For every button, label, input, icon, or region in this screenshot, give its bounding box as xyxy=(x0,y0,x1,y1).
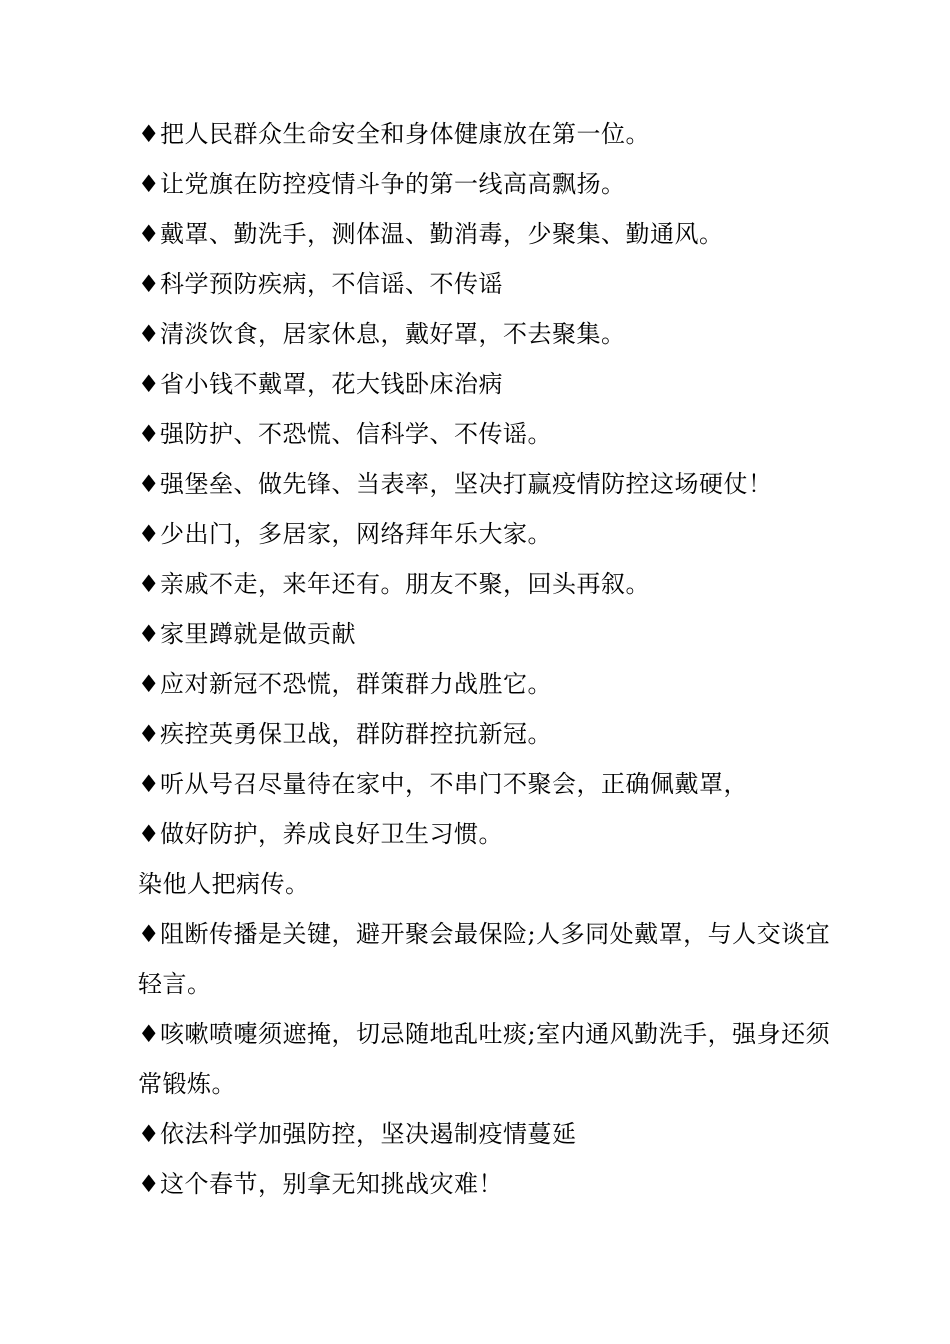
text-line: ♦把人民群众生命安全和身体健康放在第一位。 xyxy=(138,120,651,148)
text-line: 常锻炼。 xyxy=(138,1070,236,1098)
text-line: ♦阻断传播是关键，避开聚会最保险;人多同处戴罩，与人交谈宜 xyxy=(138,920,831,948)
text-line: 染他人把病传。 xyxy=(138,870,310,898)
text-line: ♦听从号召尽量待在家中，不串门不聚会，正确佩戴罩， xyxy=(138,770,749,798)
text-line: ♦戴罩、勤洗手，测体温、勤消毒，少聚集、勤通风。 xyxy=(138,220,724,248)
text-line: ♦疾控英勇保卫战，群防群控抗新冠。 xyxy=(138,720,553,748)
text-line: ♦这个春节，别拿无知挑战灾难！ xyxy=(138,1170,504,1198)
text-line: ♦亲戚不走，来年还有。朋友不聚，回头再叙。 xyxy=(138,570,651,598)
document-body xyxy=(138,109,838,1209)
text-line: ♦科学预防疾病，不信谣、不传谣 xyxy=(138,270,504,298)
text-line: ♦省小钱不戴罩，花大钱卧床治病 xyxy=(138,370,504,398)
text-line: ♦少出门，多居家，网络拜年乐大家。 xyxy=(138,520,553,548)
text-line: ♦依法科学加强防控，坚决遏制疫情蔓延 xyxy=(138,1120,577,1148)
text-line: 轻言。 xyxy=(138,970,212,998)
text-line: ♦应对新冠不恐慌，群策群力战胜它。 xyxy=(138,670,553,698)
text-line: ♦强堡垒、做先锋、当表率，坚决打赢疫情防控这场硬仗！ xyxy=(138,470,773,498)
text-line: ♦清淡饮食，居家休息，戴好罩，不去聚集。 xyxy=(138,320,626,348)
text-line: ♦强防护、不恐慌、信科学、不传谣。 xyxy=(138,420,553,448)
text-line: ♦让党旗在防控疫情斗争的第一线高高飘扬。 xyxy=(138,170,626,198)
text-line: ♦家里蹲就是做贡献 xyxy=(138,620,357,648)
text-line: ♦咳嗽喷嚏须遮掩，切忌随地乱吐痰;室内通风勤洗手，强身还须 xyxy=(138,1020,831,1048)
text-line: ♦做好防护，养成良好卫生习惯。 xyxy=(138,820,504,848)
